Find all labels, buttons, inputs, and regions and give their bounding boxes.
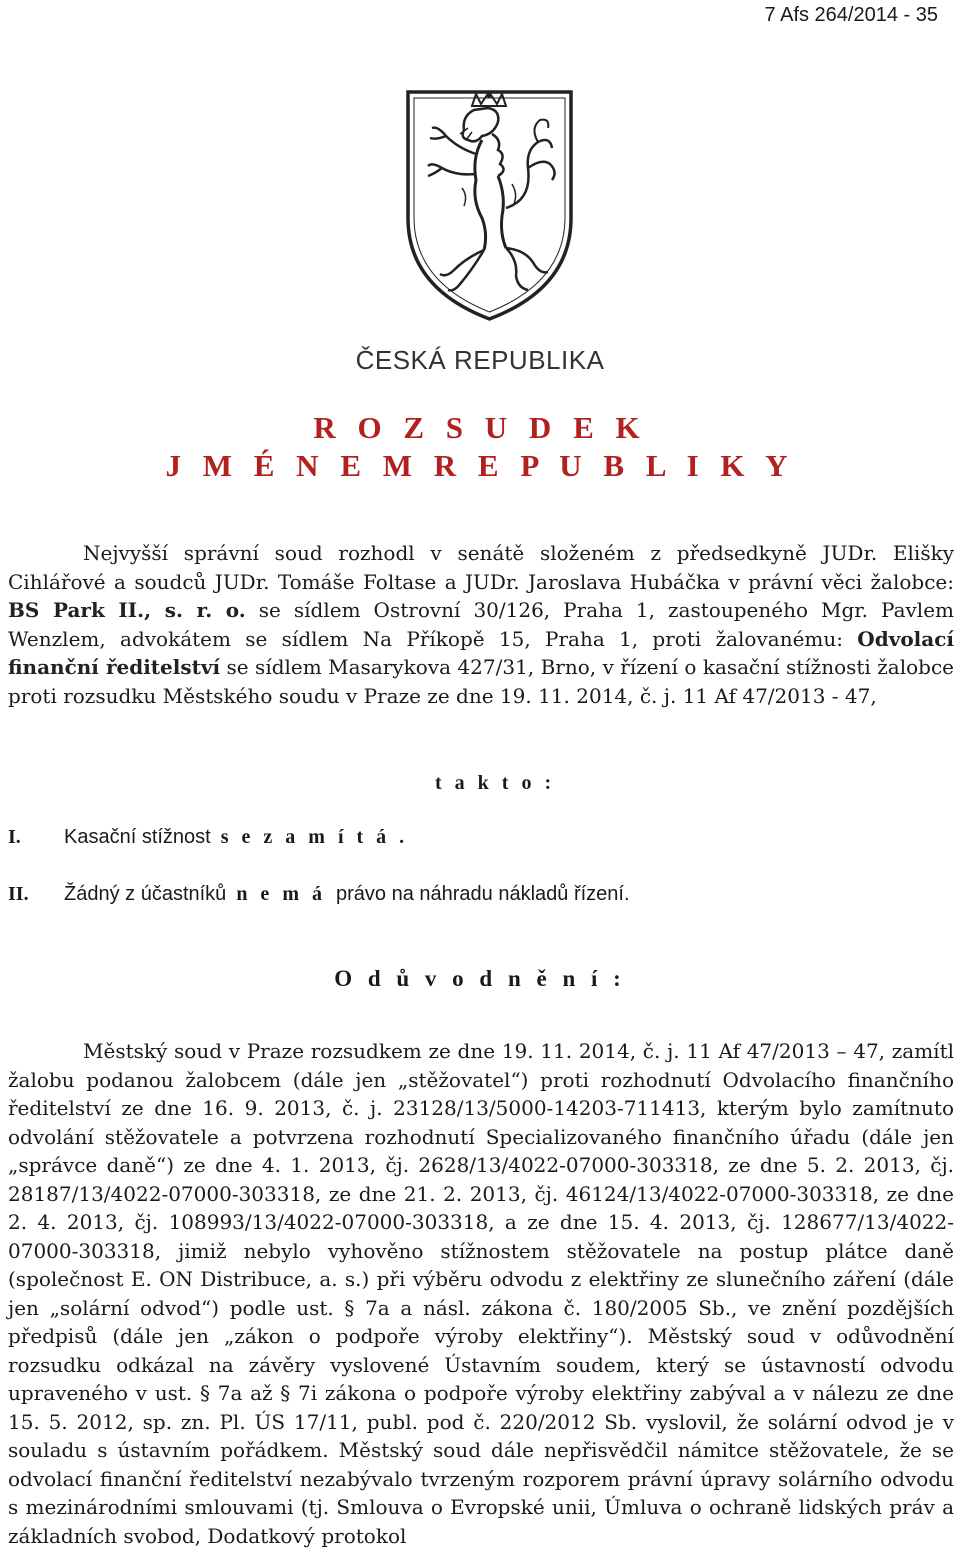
judgment-title: R O Z S U D E K — [313, 410, 647, 445]
verdict-emphasis: n e m á — [236, 883, 326, 905]
verdict-emphasis: s e z a m í t á . — [220, 826, 409, 848]
case-reference: 7 Afs 264/2014 - 35 — [764, 4, 938, 26]
plaintiff-name: BS Park II., s. r. o. — [8, 598, 246, 622]
intro-text-1: Nejvyšší správní soud rozhodl v senátě složeném z předsedkyně JUDr. Elišky Cihlářové a soudců JUDr. Tomáše Foltase a JUDr. Jaroslava Hubáčka v právní věci žalobce: — [8, 541, 954, 594]
defendant-name: Odvolací finanční ředitelství — [8, 626, 954, 679]
verdict-number: I. — [8, 826, 21, 848]
verdict-text-before: Žádný z účastníků — [64, 883, 227, 905]
judgment-subtitle: J M É N E M R E P U B L I K Y — [165, 448, 795, 483]
reasoning-heading: O d ů v o d n ě n í : — [334, 966, 626, 991]
takto-heading: t a k t o : — [435, 772, 556, 794]
intro-text-2: se sídlem Ostrovní 30/126, Praha 1, zastoupeného Mgr. Pavlem Wenzlem, advokátem se sídlem Na Příkopě 15, Praha 1, proti žalovanému: — [8, 598, 954, 651]
verdict-text-before: Kasační stížnost — [64, 826, 211, 848]
verdict-item — [8, 883, 630, 906]
intro-text-3: se sídlem Masarykova 427/31, Brno, v řízení o kasační stížnosti žalobce proti rozsudku Městského soudu v Praze ze dne 19. 11. 2014, č. j. 11 Af 47/2013 - 47, — [8, 655, 955, 708]
czech-lion-coat-of-arms-icon — [402, 88, 577, 323]
verdict-number: II. — [8, 883, 29, 905]
intro-paragraph — [8, 539, 954, 710]
reasoning-paragraph: Městský soud v Praze rozsudkem ze dne 19. 11. 2014, č. j. 11 Af 47/2013 – 47, zamítl žalobu podanou žalobcem (dále jen „stěžovatel“) proti rozhodnutí Odvolacího finančního ředitelství ze dne 16. 9. 2013, č. j. 23128/13/5000-14203-711413, kterým bylo zamítnuto odvolání stěžovatele a potvrzena rozhodnutí Specializovaného finančního úřadu (dále jen „správce daně“) ze dne 4. 1. 2013, čj. 2628/13/4022-07000-303318, ze dne 5. 2. 2013, čj. 28187/13/4022-07000-303318, ze dne 21. 2. 2013, čj. 46124/13/4022-07000-303318, ze dne 2. 4. 2013, čj. 108993/13/4022-07000-303318, a ze dne 15. 4. 2013, čj. 128677/13/4022-07000-303318, jimiž nebylo vyhověno stížnostem stěžovatele na postup plátce daně (společnost E. ON Distribuce, a. s.) při výběru odvodu z elektřiny ze slunečního záření (dále jen „solární odvod“) podle ust. § 7a a násl. zákona č. 180/2005 Sb., ve znění pozdějších předpisů (dále jen „zákon o podpoře výroby elektřiny“). Městský soud v odůvodnění rozsudku odkázal na závěry vyslovené Ústavním soudem, který se ústavností odvodu upraveného v ust. § 7a až § 7i zákona o podpoře výroby elektřiny zabýval a v nálezu ze dne 15. 5. 2012, sp. zn. Pl. ÚS 17/11, publ. pod č. 220/2012 Sb. vyslovil, že solární odvod je v souladu s ústavním pořádkem. Městský soud dále nepřisvědčil námitce stěžovatele, že se odvolací finanční ředitelství nezabývalo tvrzeným rozporem právní úpravy solárního odvodu s mezinárodními smlouvami (tj. Smlouva o Evropské unii, Úmluva o ochraně lidských práv a základních svobod, Dodatkový protokol — [8, 1039, 954, 1548]
verdict-item — [8, 826, 418, 849]
country-name: ČESKÁ REPUBLIKA — [355, 345, 605, 375]
verdict-text-after: právo na náhradu nákladů řízení. — [335, 883, 630, 905]
